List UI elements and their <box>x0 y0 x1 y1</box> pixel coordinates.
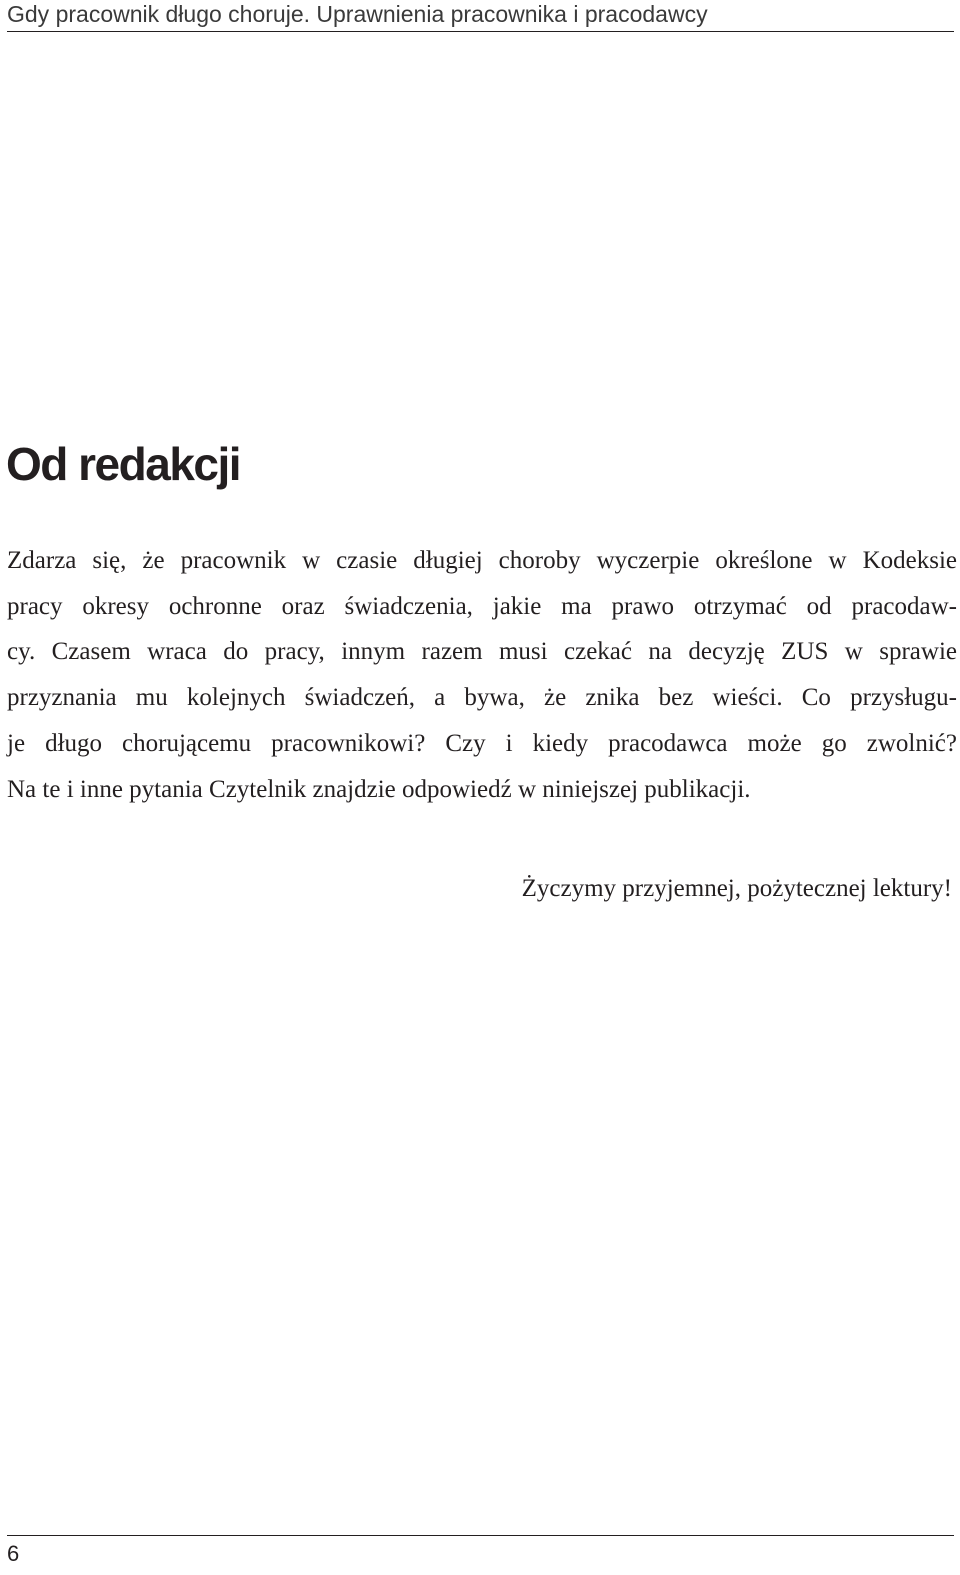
page-number: 6 <box>7 1541 20 1566</box>
paragraph-line: przyznania mu kolejnych świadczeń, a bywa, że znika bez wieści. Co przysługu- <box>7 684 957 712</box>
paragraph-line: Zdarza się, że pracownik w czasie długiej choroby wyczerpie określone w Kodeksie <box>7 547 957 574</box>
paragraph-line: Na te i inne pytania Czytelnik znajdzie odpowiedź w niniejszej publikacji. <box>7 775 751 803</box>
body-paragraph <box>7 538 957 812</box>
paragraph-line: cy. Czasem wraca do pracy, innym razem musi czekać na decyzję ZUS w sprawie <box>7 638 957 666</box>
section-heading: Od redakcji <box>6 438 241 490</box>
paragraph-line: je długo chorującemu pracownikowi? Czy i kiedy pracodawca może go zwolnić? <box>7 729 957 757</box>
closing-sentence: Życzymy przyjemnej, pożytecznej lektury! <box>521 875 952 902</box>
running-header: Gdy pracownik długo choruje. Uprawnienia pracownika i pracodawcy <box>7 1 708 27</box>
header-rule <box>7 31 954 32</box>
footer-rule <box>7 1535 954 1536</box>
paragraph-line: pracy okresy ochronne oraz świadczenia, jakie ma prawo otrzymać od pracodaw- <box>7 592 957 620</box>
